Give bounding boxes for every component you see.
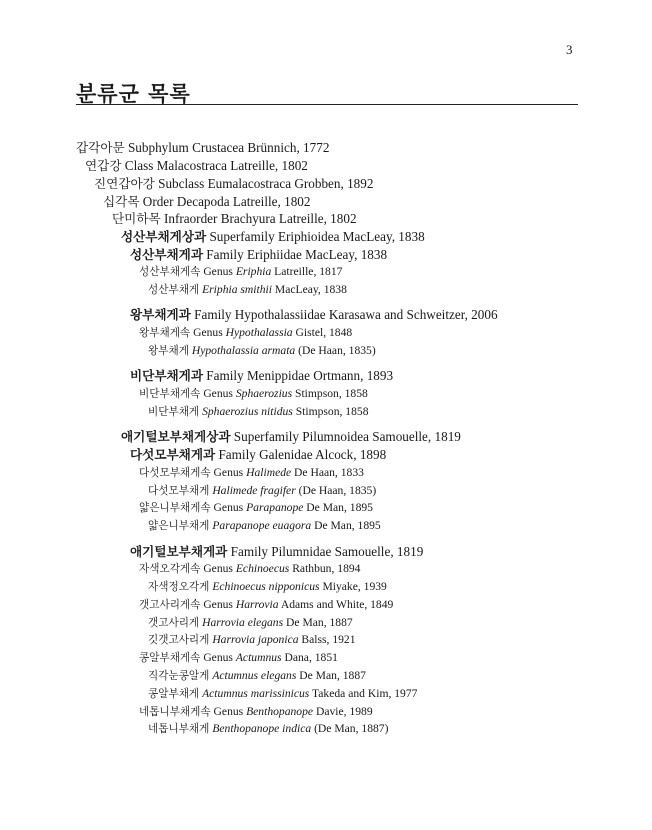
korean-name: 성산부채게 bbox=[148, 284, 200, 296]
korean-name: 다섯모부채게속 bbox=[139, 467, 211, 479]
authority: De Man, 1895 bbox=[303, 501, 373, 514]
korean-name: 갯고사리게 bbox=[148, 617, 200, 629]
taxon-entry bbox=[139, 706, 373, 718]
korean-name: 콩알부채게 bbox=[148, 688, 200, 700]
authority: Gistel, 1848 bbox=[292, 326, 353, 339]
authority: De Man, 1895 bbox=[311, 519, 381, 532]
taxon-entry bbox=[121, 430, 461, 444]
korean-name: 얇은니부채게 bbox=[148, 520, 210, 532]
taxon-entry bbox=[139, 563, 360, 575]
scientific-rank-name: Genus bbox=[203, 562, 236, 575]
korean-name: 애기털보부채게과 bbox=[130, 544, 228, 559]
scientific-name-italic: Harrovia japonica bbox=[212, 633, 299, 646]
title-rule bbox=[76, 104, 578, 105]
authority: De Man, 1887 bbox=[296, 669, 366, 682]
authority: Miyake, 1939 bbox=[319, 580, 387, 593]
page-title: 분류군 목록 bbox=[76, 82, 191, 106]
taxon-entry bbox=[139, 266, 342, 278]
taxon-entry bbox=[148, 485, 376, 497]
taxon-entry bbox=[130, 248, 387, 262]
scientific-rank-name: Family Menippidae Ortmann, 1893 bbox=[206, 368, 394, 383]
korean-name: 비단부채게과 bbox=[130, 368, 203, 383]
taxon-entry bbox=[139, 327, 352, 339]
scientific-rank-name: Family Eriphiidae MacLeay, 1838 bbox=[206, 247, 388, 262]
korean-name: 비단부채게 bbox=[148, 406, 200, 418]
taxon-entry bbox=[94, 177, 373, 191]
korean-name: 비단부채게속 bbox=[139, 388, 201, 400]
scientific-rank-name: Genus bbox=[203, 598, 236, 611]
korean-name: 다섯모부채게 bbox=[148, 485, 210, 497]
taxon-entry bbox=[139, 599, 393, 611]
taxon-entry bbox=[139, 467, 364, 479]
scientific-name-italic: Benthopanope bbox=[246, 705, 314, 718]
scientific-name-italic: Harrovia bbox=[235, 598, 279, 611]
taxon-entry bbox=[148, 723, 388, 735]
korean-name: 성산부채게상과 bbox=[121, 229, 207, 244]
korean-name: 진연갑아강 bbox=[94, 176, 155, 191]
scientific-rank-name: Class Malacostraca Latreille, 1802 bbox=[124, 158, 308, 173]
scientific-rank-name: Family Pilumnidae Samouelle, 1819 bbox=[230, 544, 424, 559]
scientific-name-italic: Halimede fragifer bbox=[212, 484, 296, 497]
scientific-rank-name: Superfamily Eriphioidea MacLeay, 1838 bbox=[209, 229, 425, 244]
authority: Rathbun, 1894 bbox=[289, 562, 361, 575]
taxon-entry bbox=[121, 230, 425, 244]
korean-name: 갯고사리게속 bbox=[139, 599, 201, 611]
scientific-rank-name: Genus bbox=[193, 326, 226, 339]
korean-name: 다섯모부채게과 bbox=[130, 447, 216, 462]
taxon-entry bbox=[148, 284, 347, 296]
scientific-rank-name: Family Galenidae Alcock, 1898 bbox=[218, 447, 387, 462]
scientific-name-italic: Parapanope bbox=[246, 501, 304, 514]
korean-name: 단미하목 bbox=[112, 211, 161, 226]
scientific-rank-name: Infraorder Brachyura Latreille, 1802 bbox=[163, 211, 357, 226]
scientific-name-italic: Eriphia bbox=[235, 265, 272, 278]
korean-name: 네톱니부채게 bbox=[148, 723, 210, 735]
korean-name: 얇은니부채게속 bbox=[139, 502, 211, 514]
taxon-entry bbox=[148, 634, 356, 646]
korean-name: 애기털보부채게상과 bbox=[121, 429, 231, 444]
korean-name: 자색정오각게 bbox=[148, 581, 210, 593]
taxon-entry bbox=[148, 581, 387, 593]
taxon-entry bbox=[130, 448, 386, 462]
taxon-entry bbox=[148, 688, 417, 700]
korean-name: 성산부채게속 bbox=[139, 266, 201, 278]
taxon-entry bbox=[148, 406, 369, 418]
scientific-name-italic: Benthopanope indica bbox=[212, 722, 312, 735]
scientific-rank-name: Genus bbox=[213, 466, 247, 479]
authority: Adams and White, 1849 bbox=[278, 598, 394, 611]
taxon-entry bbox=[148, 617, 353, 629]
korean-name: 십각목 bbox=[103, 194, 140, 209]
scientific-name-italic: Eriphia smithii bbox=[202, 283, 272, 296]
korean-name: 갑각아문 bbox=[76, 140, 125, 155]
taxon-entry bbox=[148, 520, 381, 532]
scientific-rank-name: Order Decapoda Latreille, 1802 bbox=[142, 194, 311, 209]
scientific-name-italic: Actumnus marissinicus bbox=[202, 687, 310, 700]
scientific-rank-name: Subphylum Crustacea Brünnich, 1772 bbox=[127, 140, 330, 155]
scientific-name-italic: Actumnus bbox=[235, 651, 282, 664]
authority: (De Man, 1887) bbox=[311, 722, 389, 735]
korean-name: 네톱니부채게속 bbox=[139, 706, 211, 718]
taxon-entry bbox=[85, 159, 308, 173]
scientific-name-italic: Sphaerozius bbox=[235, 387, 293, 400]
scientific-name-italic: Hypothalassia armata bbox=[191, 344, 296, 357]
scientific-rank-name: Family Hypothalassiidae Karasawa and Schweitzer, 2006 bbox=[194, 307, 498, 322]
taxon-entry bbox=[139, 652, 338, 664]
scientific-name-italic: Halimede bbox=[246, 466, 292, 479]
korean-name: 콩알부채게속 bbox=[139, 652, 201, 664]
korean-name: 연갑강 bbox=[85, 158, 122, 173]
korean-name: 왕부채게과 bbox=[130, 307, 191, 322]
scientific-rank-name: Superfamily Pilumnoidea Samouelle, 1819 bbox=[233, 429, 461, 444]
taxon-entry bbox=[148, 670, 366, 682]
taxon-entry bbox=[139, 502, 373, 514]
taxon-entry bbox=[130, 545, 423, 559]
taxon-entry bbox=[148, 345, 376, 357]
scientific-name-italic: Sphaerozius nitidus bbox=[202, 405, 293, 418]
authority: Latreille, 1817 bbox=[271, 265, 343, 278]
authority: MacLeay, 1838 bbox=[271, 283, 347, 296]
taxon-entry bbox=[76, 141, 329, 155]
taxon-entry bbox=[130, 308, 498, 322]
authority: De Man, 1887 bbox=[283, 616, 353, 629]
authority: Takeda and Kim, 1977 bbox=[309, 687, 418, 700]
korean-name: 자색오각게속 bbox=[139, 563, 201, 575]
scientific-rank-name: Genus bbox=[213, 705, 247, 718]
scientific-name-italic: Actumnus elegans bbox=[212, 669, 297, 682]
authority: Balss, 1921 bbox=[298, 633, 356, 646]
authority: Stimpson, 1858 bbox=[292, 405, 369, 418]
taxon-entry bbox=[139, 388, 368, 400]
taxon-entry bbox=[112, 212, 357, 226]
authority: De Haan, 1833 bbox=[291, 466, 364, 479]
authority: (De Haan, 1835) bbox=[295, 484, 377, 497]
korean-name: 왕부채게 bbox=[148, 345, 189, 357]
korean-name: 왕부채게속 bbox=[139, 327, 191, 339]
scientific-rank-name: Genus bbox=[203, 651, 236, 664]
scientific-name-italic: Parapanope euagora bbox=[212, 519, 312, 532]
page-number: 3 bbox=[566, 42, 573, 57]
scientific-rank-name: Subclass Eumalacostraca Grobben, 1892 bbox=[158, 176, 374, 191]
taxon-entry bbox=[103, 195, 311, 209]
authority: Dana, 1851 bbox=[281, 651, 338, 664]
scientific-rank-name: Genus bbox=[213, 501, 247, 514]
authority: Stimpson, 1858 bbox=[292, 387, 368, 400]
scientific-name-italic: Harrovia elegans bbox=[202, 616, 284, 629]
scientific-name-italic: Hypothalassia bbox=[225, 326, 293, 339]
korean-name: 직각눈콩알게 bbox=[148, 670, 210, 682]
korean-name: 깃갯고사리게 bbox=[148, 634, 210, 646]
authority: (De Haan, 1835) bbox=[295, 344, 376, 357]
korean-name: 성산부채게과 bbox=[130, 247, 203, 262]
taxon-entry bbox=[130, 369, 393, 383]
authority: Davie, 1989 bbox=[313, 705, 373, 718]
scientific-name-italic: Echinoecus bbox=[235, 562, 290, 575]
scientific-name-italic: Echinoecus nipponicus bbox=[212, 580, 320, 593]
scientific-rank-name: Genus bbox=[203, 265, 236, 278]
scientific-rank-name: Genus bbox=[203, 387, 236, 400]
